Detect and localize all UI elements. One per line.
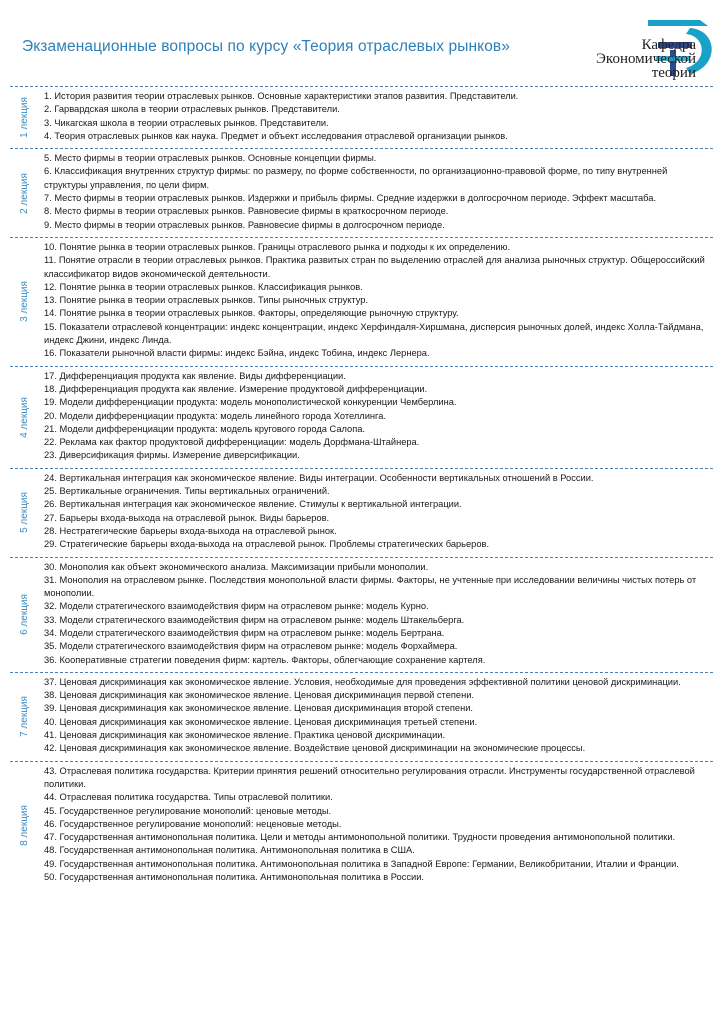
question-item: 18. Дифференциация продукта как явление. Измерение продуктовой дифференциации. — [44, 383, 428, 394]
question-item: 4. Теория отраслевых рынков как наука. Предмет и объект исследования отраслевой организации рынков. — [44, 130, 508, 141]
logo-line-3: теории — [651, 65, 696, 81]
question-item: 9. Место фирмы в теории отраслевых рынков. Равновесие фирмы в долгосрочном периоде. — [44, 219, 445, 230]
question-item: 38. Ценовая дискриминация как экономическое явление. Ценовая дискриминация первой степени. — [44, 690, 474, 701]
question-item: 3. Чикагская школа в теории отраслевых рынков. Представители. — [44, 117, 329, 128]
question-item: 17. Дифференциация продукта как явление. Виды дифференциации. — [44, 370, 346, 381]
question-item: 19. Модели дифференциации продукта: модель монополистической конкуренции Чемберлина. — [44, 397, 457, 408]
lecture-label: 8 лекция — [18, 805, 30, 846]
question-item: 14. Понятие рынка в теории отраслевых рынков. Факторы, определяющие рыночную структуру. — [44, 308, 459, 319]
question-item: 27. Барьеры входа-выхода на отраслевой рынок. Виды барьеров. — [44, 512, 330, 523]
question-item: 33. Модели стратегического взаимодействия фирм на отраслевом рынке: модель Штакельберга. — [44, 614, 465, 625]
question-item: 35. Модели стратегического взаимодействия фирм на отраслевом рынке: модель Форхаймера. — [44, 641, 458, 652]
lecture-section-2 — [10, 149, 713, 238]
question-item: 15. Показатели отраслевой концентрации: индекс концентрации, индекс Херфиндаля-Хиршмана, дисперсия рыночных долей, индекс Холла-Тайдмана, индекс Джини, индекс Линда. — [44, 321, 704, 346]
question-item: 7. Место фирмы в теории отраслевых рынков. Издержки и прибыль фирмы. Средние издержки в долгосрочном периоде. Эффект масштаба. — [44, 193, 657, 204]
lecture-label: 5 лекция — [18, 492, 30, 534]
question-item: 30. Монополия как объект экономического анализа. Максимизации прибыли монополии. — [44, 561, 429, 572]
lecture-section-3 — [10, 238, 713, 367]
question-item: 28. Нестратегические барьеры входа-выхода на отраслевой рынок. — [44, 525, 337, 536]
question-item: 45. Государственное регулирование монополий: ценовые методы. — [44, 805, 332, 816]
question-item: 22. Реклама как фактор продуктовой дифференциации: модель Дорфмана-Штайнера. — [44, 437, 420, 448]
question-item: 43. Отраслевая политика государства. Критерии принятия решений относительно регулирования отрасли. Инструменты государственной отраслевой политики. — [44, 765, 695, 789]
question-item: 16. Показатели рыночной власти фирмы: индекс Бэйна, индекс Тобина, индекс Лернера. — [44, 348, 430, 359]
question-list — [44, 765, 713, 885]
department-logo — [540, 16, 720, 80]
question-list — [44, 241, 713, 361]
lecture-sections — [10, 86, 713, 889]
question-item: 25. Вертикальные ограничения. Типы вертикальных ограничений. — [44, 486, 330, 497]
lecture-label: 7 лекция — [18, 696, 30, 738]
question-item: 6. Классификация внутренних структур фирмы: по размеру, по форме собственности, по организационно-правовой форме, по типу внутренней структуры управления, по цели фирм. — [44, 166, 668, 190]
lecture-label: 3 лекция — [18, 281, 30, 323]
lecture-label: 6 лекция — [18, 594, 30, 636]
question-item: 41. Ценовая дискриминация как экономическое явление. Практика ценовой дискриминации. — [44, 730, 446, 741]
question-item: 48. Государственная антимонопольная политика. Антимонопольная политика в США. — [44, 845, 415, 856]
question-item: 47. Государственная антимонопольная политика. Цели и методы антимонопольной политики. Трудности проведения антимонопольной политики. — [44, 832, 676, 843]
question-item: 39. Ценовая дискриминация как экономическое явление. Ценовая дискриминация второй степени. — [44, 703, 474, 714]
lecture-label: 4 лекция — [18, 396, 30, 438]
question-item: 34. Модели стратегического взаимодействия фирм на отраслевом рынке: модель Бертрана. — [44, 627, 445, 638]
question-item: 24. Вертикальная интеграция как экономическое явление. Виды интеграции. Особенности вертикальных отношений в России. — [44, 472, 594, 483]
question-item: 46. Государственное регулирование монополий: неценовые методы. — [44, 818, 342, 829]
lecture-label: 1 лекция — [18, 97, 30, 139]
question-list — [44, 472, 713, 552]
question-item: 5. Место фирмы в теории отраслевых рынков. Основные концепции фирмы. — [44, 153, 377, 164]
question-item: 32. Модели стратегического взаимодействия фирм на отраслевом рынке: модель Курно. — [44, 601, 429, 612]
question-item: 42. Ценовая дискриминация как экономическое явление. Воздействие ценовой дискриминации на экономические процессы. — [44, 743, 586, 754]
question-list — [44, 676, 713, 756]
question-item: 37. Ценовая дискриминация как экономическое явление. Условия, необходимые для проведения эффективной политики ценовой дискриминации. — [44, 676, 681, 687]
question-item: 49. Государственная антимонопольная политика. Антимонопольная политика в Западной Европе: Германии, Великобритании, Италии и Франции. — [44, 858, 679, 869]
question-item: 23. Диверсификация фирмы. Измерение диверсификации. — [44, 450, 300, 461]
question-item: 44. Отраслевая политика государства. Типы отраслевой политики. — [44, 792, 333, 803]
lecture-section-5 — [10, 469, 713, 558]
question-list — [44, 152, 713, 232]
question-item: 10. Понятие рынка в теории отраслевых рынков. Границы отраслевого рынка и подходы к их определению. — [44, 241, 511, 252]
question-list — [44, 561, 713, 667]
question-item: 11. Понятие отрасли в теории отраслевых рынков. Практика развитых стран по выделению отраслей для анализа рыночных структур. Общероссийский классификатор видов экономической деятельности. — [44, 255, 705, 279]
question-list — [44, 90, 713, 143]
lecture-section-7 — [10, 673, 713, 762]
question-item: 1. История развития теории отраслевых рынков. Основные характеристики этапов развития. Представители. — [44, 91, 519, 101]
question-item: 2. Гарвардская школа в теории отраслевых рынков. Представители. — [44, 104, 340, 115]
lecture-section-8 — [10, 762, 713, 890]
question-item: 31. Монополия на отраслевом рынке. Последствия монопольной власти фирмы. Факторы, не учтенные при исследовании величины чистых потерь от монополии. — [44, 574, 697, 599]
page-title: Экзаменационные вопросы по курсу «Теория отраслевых рынков» — [22, 38, 510, 55]
question-list — [44, 370, 713, 463]
lecture-section-1 — [10, 86, 713, 149]
question-item: 20. Модели дифференциации продукта: модель линейного города Хотеллинга. — [44, 410, 386, 421]
lecture-label: 2 лекция — [18, 172, 30, 214]
question-item: 12. Понятие рынка в теории отраслевых рынков. Классификация рынков. — [44, 281, 363, 292]
logo-line-2: Экономической — [596, 51, 696, 67]
logo-line-1: Кафедра — [641, 37, 696, 53]
question-item: 36. Кооперативные стратегии поведения фирм: картель. Факторы, облегчающие сохранение картеля. — [44, 654, 486, 665]
lecture-section-4 — [10, 367, 713, 469]
question-item: 50. Государственная антимонопольная политика. Антимонопольная политика в России. — [44, 872, 424, 883]
question-item: 26. Вертикальная интеграция как экономическое явление. Стимулы к вертикальной интеграции. — [44, 499, 462, 510]
question-item: 13. Понятие рынка в теории отраслевых рынков. Типы рыночных структур. — [44, 295, 369, 306]
question-item: 40. Ценовая дискриминация как экономическое явление. Ценовая дискриминация третьей степени. — [44, 716, 478, 727]
question-item: 8. Место фирмы в теории отраслевых рынков. Равновесие фирмы в краткосрочном периоде. — [44, 206, 449, 217]
question-item: 21. Модели дифференциации продукта: модель кругового города Салопа. — [44, 423, 365, 434]
lecture-section-6 — [10, 558, 713, 673]
question-item: 29. Стратегические барьеры входа-выхода на отраслевой рынок. Проблемы стратегических барьеров. — [44, 539, 490, 550]
